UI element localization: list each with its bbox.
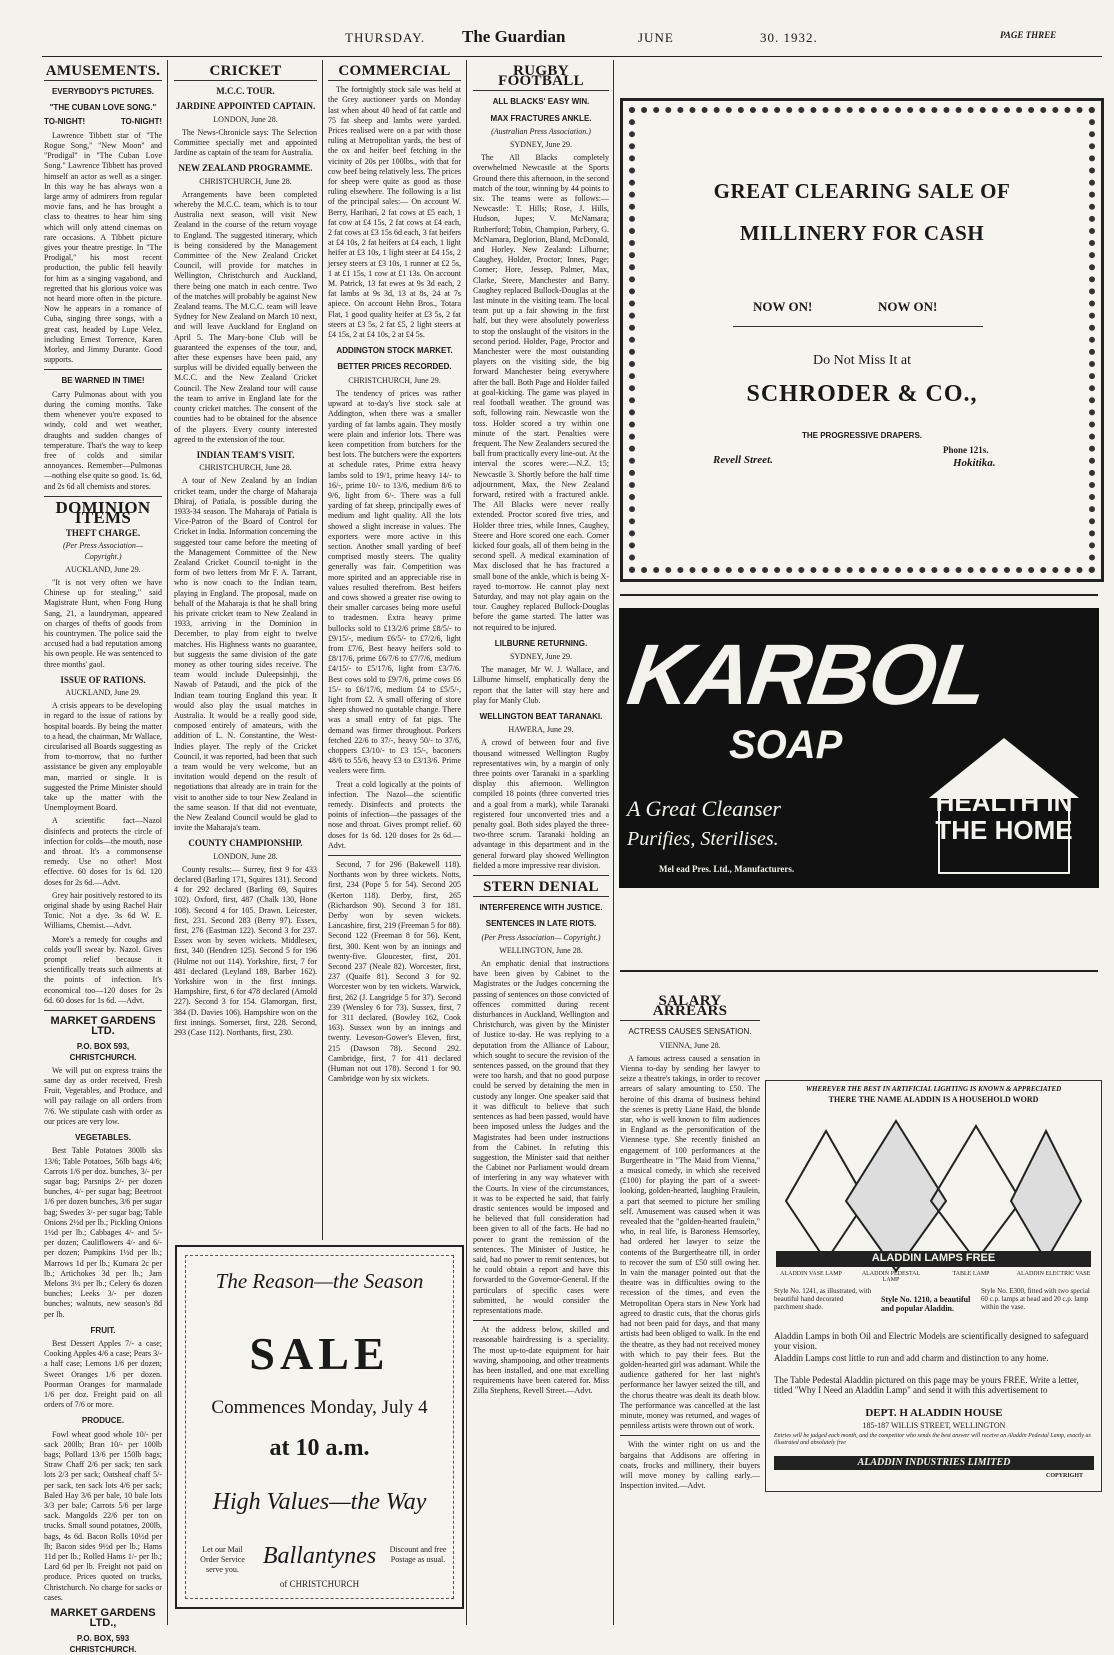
schroder-company: SCHRODER & CO., bbox=[746, 381, 978, 407]
better-prices-heading: BETTER PRICES RECORDED. bbox=[337, 362, 452, 372]
masthead-date: 30. 1932. bbox=[760, 30, 818, 45]
schroder-phone: Phone 121s. bbox=[943, 445, 989, 455]
stock-sale-body: The fortnightly stock sale was held at the Grey auctioneer yards on Monday last when about 40 head of fat cattle and 75 fat sheep and lambs were yarded. Prices realised were on a par with those ruling at Metropolitan yards, the best of the ox and heifer beef fetching in the vicinity of 20s per 100lbs., with that for cow beef being relatively less. The prices for sheep were quite as good as those ruling elsewhere. The following is a list of the principal sales:— On account W. Berry, Hariharí, 2 fat cows at £5 each, 1 fat cow at £4 15s, 2 fat cows at £4 each, 2 fat cows at £3 15s 6d each, 3 fat heifers at £4 10s, 2 fat heifers at £4 each, 1 light heifer at £3 10s, 1 light steer at £4 15s, 2 jersey steers at £3 10s, 1 runner at £2 5s, 1 at £1 15s, 1 cow at £1 13s. On account M. Patrick, 13 fat ewes at 9s 3d each, 2 fat lambs at 9s 3d, 13 at 8s, 24 at 7s apiece. On account Hehn Bros., Totara Flat, 1 good quality heifer at £3 5s, 2 fat steers at £3 5s, 2 fat £5, 2 light steers at £4 15s, 2 at £4 10s, 2 at £4 5s. bbox=[328, 85, 461, 340]
vegetables-heading: VEGETABLES. bbox=[75, 1133, 131, 1143]
now-on-right: NOW ON! bbox=[878, 299, 938, 314]
winter-advt: With the winter right on us and the bargains that Addisons are offering in coats, frocks and millinery, their buyers will move money by calling early.—Inspection invited.—Advt. bbox=[620, 1440, 760, 1491]
aladdin-lamps-illustration bbox=[776, 1111, 1091, 1271]
divider bbox=[620, 1435, 760, 1436]
warned-heading: BE WARNED IN TIME! bbox=[61, 376, 145, 386]
column-rule bbox=[322, 60, 323, 1240]
section-rule bbox=[620, 594, 1098, 596]
karbol-slogan-2: Purifies, Sterilises. bbox=[627, 828, 779, 850]
jardine-heading: JARDINE APPOINTED CAPTAIN. bbox=[175, 101, 316, 112]
divider bbox=[44, 1010, 162, 1011]
column-2 bbox=[174, 60, 317, 1240]
schroder-street: Revell Street. bbox=[713, 454, 773, 466]
divider bbox=[328, 80, 461, 81]
nazol-advt: A scientific fact—Nazol disinfects and protects the circle of infection for colds—the mouth, nose and throat. It's a commonsense remedy. Use no other! Most effective. 60 doses for 1s 6d. 120 doses for 2s 6d.—Advt. bbox=[44, 816, 162, 887]
film-heading: "THE CUBAN LOVE SONG." bbox=[49, 103, 157, 113]
market-gardens-heading: MARKET GARDENS LTD. bbox=[50, 1015, 156, 1038]
commercial-heading: COMMERCIAL bbox=[338, 63, 451, 79]
section-rule bbox=[620, 970, 1098, 972]
lamp-4-label: ALADDIN ELECTRIC VASE bbox=[1016, 1271, 1091, 1277]
nazol-advt-2: Treat a cold logically at the points of infection. The Nazol—the scientific remedy. Disinfects and protects the points of infection—the passages of the nose and throat. Gives prompt relief. 60 doses for 1s 6d. 120 doses for 2s 6d.—Advt. bbox=[328, 779, 461, 850]
wellington-heading: WELLINGTON BEAT TARANAKI. bbox=[479, 711, 603, 721]
aladdin-address: 185-187 WILLIS STREET, WELLINGTON bbox=[862, 1421, 1006, 1430]
dateline: CHRISTCHURCH, June 29. bbox=[348, 375, 441, 385]
divider bbox=[473, 896, 609, 897]
cricket-heading: CRICKET bbox=[209, 63, 282, 79]
mail-order-note: Let our Mail Order Service serve you. bbox=[200, 1545, 245, 1574]
dateline: WELLINGTON, June 28. bbox=[499, 945, 583, 955]
lamp-2-label: ALADDIN PEDESTAL LAMP bbox=[861, 1271, 921, 1283]
amusements-heading: AMUSEMENTS. bbox=[45, 63, 161, 79]
amusements-body: Lawrence Tibbett star of "The Rogue Song," "New Moon" and "Prodigal" in "The Cuban Love Song." Lawrence Tibbett has proved himself an actor as well as a singer. In this way he has always won a large army of admirers from regular movie fans, and he has brought a class to theatres to hear him sing which will only attend cinemas on rare occasions. A Tibbett picture gives your theatre prestige. In "The Prodigal," his most recent production, the public fell heavily for him as a singing vagabond, and regretted that his glorious voice was not heard more often in the picture. Now he appears in a romance of Cuba, singing three songs, with a great cast, headed by Lupe Velez, including Ernest Torrence, Karen Morley, and Jimmy Durante. Good supports. bbox=[44, 130, 162, 365]
county-continued: Second, 7 for 296 (Bakewell 118). Northants won by three wickets. Notts, first, 234 (Pope 5 for 54). Second 205 (Kerton 118). Derby, first, 265 (Richardson 90). Second 3 for 181. Derby won by seven wickets. Lancashire, first, 219 (Freeman 5 for 88). Second 122 (Freeman 8 for 56). Kent, first, 300. Kent won by an innings and twenty-five. Gloucester, first, 201. Second 237 (Neale 82). Worcester, first, 237 (Quaife 81). Second 3 for 92. Worcester won by ten wickets. Warwick, first, 262 (J. Langridge 5 for 37). Second 239 (Wensley 6 for 73). Sussex, first, 7 for 311 declared. (Bowley 162, Cook 163). Sussex won by an innings and twenty. Leveson-Gower's Eleven, first, 215 (Dawson 78). Second 292. Cambridge, first, 7 for 411 declared (Human not out 178). Second 1 for 90. Cambridge won by six wickets. bbox=[328, 860, 461, 1084]
sentences-heading: SENTENCES IN LATE RIOTS. bbox=[485, 919, 597, 929]
jardine-body: The News-Chronicle says: The Selection Committee specially met and appointed Jardine as captain of the team for Australia. bbox=[174, 127, 317, 158]
lamp-1-label: ALADDIN VASE LAMP bbox=[780, 1271, 842, 1277]
tonight-row bbox=[44, 117, 162, 127]
style-1241: Style No. 1241, as illustrated, with beautiful hand decorated parchment shade. bbox=[774, 1287, 872, 1311]
addington-heading: ADDINGTON STOCK MARKET. bbox=[336, 346, 453, 356]
pictures-heading: EVERYBODY'S PICTURES. bbox=[51, 87, 155, 97]
do-not-miss: Do Not Miss It at bbox=[813, 353, 911, 368]
masthead-rule bbox=[42, 56, 1102, 57]
press-credit: (Per Press Association— Copyright.) bbox=[63, 541, 143, 561]
sale-values: High Values—the Way bbox=[212, 1489, 427, 1515]
lilburne-heading: LILBURNE RETURNING. bbox=[494, 638, 588, 648]
wellington-body: A crowd of between four and five thousand witnessed Wellington Rugby representatives win, by a margin of only three points over Taranaki in a sparkling display this afternoon. Wellington compiled 18 points (three converted tries and a goal from a mark), while Taranaki registered four unconverted tries and a penalty goal. Both sides played the three-two-three scrum. Taranaki holding an advantage in this department and in the general forward play showed Wellington fielded a more impressive rear division. bbox=[473, 738, 609, 870]
dateline: LONDON, June 28. bbox=[213, 851, 278, 861]
schroder-town: Hokitika. bbox=[953, 457, 996, 469]
column-1 bbox=[44, 60, 162, 1654]
schroder-advertisement bbox=[620, 98, 1104, 582]
market-box: P.O. BOX 593, CHRISTCHURCH. bbox=[69, 1042, 137, 1062]
sale-reason: The Reason—the Season bbox=[215, 1269, 424, 1293]
county-body: County results:— Surrey, first 9 for 433 declared (Barling 171, Squires 131). Second 4 for 292 declared (Barling 69, Squires 102). Oxford, first, 487 (Chalk 130, Hone 108). Second 4 for 105. Drawn. Leicester, first, 231. Second 283 (Berry 97). Essex, first, 276 (Eastman 122). Second 3 for 237. Essex won by seven wickets. Middlesex, first, 340 (Hendren 125). Second 5 for 196 (Hulme not out 114). Yorkshire, first, 7 for 481 declared (Leyland 189, Barber 162). Yorkshire won in the first innings. Hampshire, first, 6 for 478 declared (Arnold 227). Second 3 for 154. Glamorgan, first, 384 (D. Davies 106). Hampshire won on the first innings. Somerset, first, 228. Second, 293 (Case 112). Northants, first, 230. bbox=[174, 864, 317, 1038]
dateline: CHRISTCHURCH, June 28. bbox=[199, 463, 292, 473]
sale-time: at 10 a.m. bbox=[269, 1435, 370, 1461]
rugby-heading: RUGBY FOOTBALL bbox=[498, 63, 584, 90]
market-gardens-heading-2: MARKET GARDENS LTD., bbox=[50, 1607, 156, 1630]
press-credit: (Per Press Association— Copyright.) bbox=[481, 932, 601, 942]
column-rule bbox=[613, 60, 614, 1625]
produce-body: Fowl wheat good whole 10/- per sack 200lb; Bran 10/- per 100lb bags; Pollard 13/6 per 150lb bags; Straw Chaff 2/6 per sack; ten sack lots 2/3 per sack; Oatsheaf chaff 5/- per sack, ten sack lots 4/6 per sack; Baled Hay 3/6 per bale, 10 bale lots 3/3 per bale; Carrots 5/6 per large sack. Mangolds 22/6 per ton on trucks. Small sound potatoes, 200lb, bags, 4s 6d. Bacon Rolls 10½d per lb; Bacon sides 9½d per lb.; Hams 11d per lb.; Rolled Hams 1/- per lb.; Lard 6d per lb. Freight not paid on produce. Prices quoted on trucks, Christchurch. No charge for sacks or cases. bbox=[44, 1429, 162, 1602]
masthead bbox=[0, 27, 1114, 52]
aladdin-line-3: The Table Pedestal Aladdin pictured on this page may be yours FREE. Write a letter, titled "Why I Need an Aladdin Lamp" and send it with this advertisement to bbox=[774, 1375, 1079, 1395]
press-credit: (Australian Press Association.) bbox=[491, 126, 591, 136]
karbol-soap-advertisement bbox=[619, 608, 1099, 888]
stern-denial-heading: STERN DENIAL bbox=[483, 879, 599, 896]
sale-commences: Commences Monday, July 4 bbox=[211, 1397, 428, 1418]
ballantynes-signature: Ballantynes bbox=[262, 1543, 377, 1569]
schroder-tagline: THE PROGRESSIVE DRAPERS. bbox=[801, 431, 923, 440]
fruit-heading: FRUIT. bbox=[90, 1325, 116, 1335]
market-box-2: P.O. BOX, 593 CHRISTCHURCH. bbox=[69, 1634, 137, 1654]
aladdin-line-1: Aladdin Lamps in both Oil and Electric Models are scientifically designed to safeguard your vision. bbox=[774, 1331, 1089, 1351]
masthead-paper-title: The Guardian bbox=[462, 27, 566, 46]
masthead-page: PAGE THREE bbox=[1000, 30, 1057, 40]
produce-heading: PRODUCE. bbox=[81, 1416, 125, 1426]
aladdin-banner: ALADDIN LAMPS FREE bbox=[871, 1252, 996, 1264]
tonight-left: TO-NIGHT! bbox=[44, 116, 86, 126]
masthead-day: THURSDAY. bbox=[345, 30, 426, 45]
vegetables-body: Best Table Potatoes 300lb sks 13/6; Table Potatoes, 56lb bags 4/6; Carrots 1/6 per doz. bunches, 3/- per sugar bag; Parsnips 2/- per dozen bunches, 4/- per sugar bag; Beetroot 1/6 per dozen bunches, 3/6 per sugar bag; Swedes 3/- per sugar bag; Table Onions 2½d per lb.; Pickling Onions 1½d per lb.; Cabbages 4/- and 5/- per dozen; Cauliflowers 4/- and 6/- per dozen; Pumpkins 1½d per lb.; Marrows 1d per lb.; Kumara 2c per lb.; Artichokes 3d per lb.; Jam Melons 3½ per lb.; Celery 6s dozen bunches; Leeks 3/- per dozen bunches; walnuts, new season's 8d per lb. bbox=[44, 1146, 162, 1319]
style-e300: Style No. E300, fitted with two special 60 c.p. lamps at head and 20 c.p. lamp within the vase. bbox=[981, 1287, 1090, 1311]
divider bbox=[620, 1020, 760, 1021]
column-4 bbox=[473, 60, 609, 1625]
indian-team-body: A tour of New Zealand by an Indian cricket team, under the charge of Maharaja Dhiraj, of Patiala, is possible during the 1933-34 season. The Maharaja of Patiala is Vice-Patron of the Board of Control for Cricket in India. Information concerning the suggested tour came before the meeting of the Management Committee of the New Zealand Cricket Council to-night in the form of two letters from Mr F. A. Tarrant, who is now coach to the Indian team, playing in England. The proposal, made on behalf of the Maharaja is that he shall bring his private cricket team to New Zealand in 1933, arriving in the Dominion in December, to play from eight to twelve matches. His Highness wants no guarantee, but suggests the same division of the gate money as other touring sides receive. The team would include Duleepsinhji, the Nawab of Pataudi, and the pick of the Indian team touring England this year. It would also play the usual matches in Australia. It would be a really good side, composed entirely of amateurs, with the addition of L. N. Constantine, the West-Indies player. The reply of the Cricket Council, it was reported, had been that such a team would be very welcome, but an invitation would depend on the result of negotiations that already are in train for the visit to another side to tour New Zealand in the same season. If that did not eventuate, the New Zealand Council would be glad to invite the Maharaja's team. bbox=[174, 476, 317, 833]
aladdin-dept: DEPT. H ALADDIN HOUSE bbox=[865, 1407, 1003, 1419]
grey-hair-advt: Grey hair positively restored to its original shade by using Rachel Hair Tonic. Not a dye. 3s 6d W. E. Williams, Chemist.—Advt. bbox=[44, 890, 162, 931]
ad-border bbox=[629, 107, 1095, 573]
discount-note: Discount and free Postage as usual. bbox=[389, 1545, 447, 1564]
nz-programme-heading: NEW ZEALAND PROGRAMME. bbox=[178, 163, 313, 174]
divider bbox=[473, 875, 609, 876]
karbol-slogan-1: A Great Cleanser bbox=[627, 796, 781, 821]
column-3 bbox=[328, 60, 461, 1240]
divider bbox=[174, 80, 317, 81]
rations-body: A crisis appears to be developing in regard to the issue of rations by hospital boards. By being the matter to a head, the chairman, Mr Wallace, circularised all Boards suggesting as from to-morrow, that no further assistance be given any employable man, married or single. It is suggested the Prime Minister should take up the matter with the Unemployment Board. bbox=[44, 701, 162, 813]
lilburne-body: The manager, Mr W. J. Wallace, and Lilburne himself, emphatically deny the report that the latter will stay here and play for Manly Club. bbox=[473, 665, 609, 705]
divider bbox=[328, 855, 461, 856]
tonight-right: TO-NIGHT! bbox=[120, 116, 162, 126]
aladdin-arc-text: WHEREVER THE BEST IN ARTIFICIAL LIGHTING IS KNOWN & APPRECIATED bbox=[805, 1085, 1062, 1093]
now-on-left: NOW ON! bbox=[753, 299, 813, 314]
market-intro: We will put on express trains the same day as order received, Fresh Fruit, Vegetables, and Produce, and will pay railage on all orders from 7/6. We stipulate cash with order as our prices are very low. bbox=[44, 1065, 162, 1126]
dateline: LONDON, June 28. bbox=[213, 114, 278, 124]
ankle-heading: MAX FRACTURES ANKLE. bbox=[490, 113, 592, 123]
nz-programme-body: Arrangements have been completed whereby the M.C.C. team, which is to tour Australia next season, will visit New Zealand in the course of the return voyage to England. The suggested itinerary, which is being considered by the Management Committee of the New Zealand Cricket Council, will provide for matches in Wellington, Christchurch and Auckland, there being one match in each centre. Two of the matches will probably be against New Zealand teams. The M.C.C. team will leave Sydney for New Zealand on March 10 next, and will leave Auckland for England on April 5. The Mary-bone Club will be guaranteed the expenses of the tour, and, after these expenses have been paid, any surplus will be divided equally between the M.C.C. and the New Zealand Cricket Council. The New Zealand tour will cause the team to arrive in England late for the county cricket matches. The consent of the counties had to be obtained for the absence of the players. Every county interested agreed to the extension of the tour. bbox=[174, 189, 317, 444]
divider bbox=[44, 369, 162, 370]
divider bbox=[473, 1320, 609, 1321]
dateline: AUCKLAND, June 29. bbox=[65, 687, 141, 697]
warned-body: Carry Pulmonas about with you during the coming months. Take them whenever you're exposed to windy, cold and wet weather, draughts and sudden changes of temperature. That's the way to keep free of colds and similar annoyances. Remember—Pulmonas—nothing else quite so good. 1s. 6d, and 2s 6d all chemists and stores. bbox=[44, 389, 162, 491]
salary-subheading: ACTRESS CAUSES SENSATION. bbox=[628, 1027, 752, 1037]
aladdin-copyright: COPYRIGHT bbox=[1046, 1473, 1084, 1479]
karbol-maker: Mel ead Pres. Ltd., Manufacturers. bbox=[659, 864, 795, 874]
aladdin-arc-text-2: THERE THE NAME ALADDIN IS A HOUSEHOLD WORD bbox=[828, 1095, 1039, 1104]
stern-denial-body: An emphatic denial that instructions have been given by Cabinet to the Magistrates or the Judges concerning the passing of sentences on those convicted of offences committed during recent disturbances in Auckland, Wellington and Christchurch, was given by the Minister of Justice to-day. He was replying to a deputation from the Alliance of Labour, which sought to secure the revision of the sentences passed, on the ground that they were too harsh, and that no good purpose could be served by detaining the men in custody any longer. One speaker said that it was difficult to believe that such sentences as had been passed, would have been imposed unless the Judges and the Magistrates had been under instructions from the Cabinet. In refuting this suggestion, the Minister said that neither the Cabinet nor Parliament would dream of interfering in any way whatever with the Courts. In view of the circumstances, it was to be expected he said, that fairly drastic sentences would be imposed and he believed that full consideration had been given to all of the facts. He had no power to grant the remission of the sentences. The Minister of Justice, he said, had no power to remit sentences, but he could obtain a report and have this forwarded to the Governor-General. If the particulars of specific cases were submitted, he would consider the representations made. bbox=[473, 959, 609, 1315]
divider bbox=[473, 90, 609, 91]
addington-body: The tendency of prices was rather upward at to-day's live stock sale at Addington, when there was a smaller yarding of fat lambs again. They mostly were plain and inferior lots. There was keen competition from butchers for the best lots. The butchers were the exporters at schedule rates, Prime extra heavy lambs sold to 19/1, prime heavy 14/- to 16/-, prime 10/- to 13/6, medium 8/6 to 9/6, light from 6/-. There was a full yarding of fat sheep, principally ewes of medium and light quality. All the lots showed a slight increase in values. The exporters were more active in this section. Another small yarding of beef comprised mostly steers. The quality generally was fair. Competition was more spirited and an appreciable rise in values resulted therefrom. Best heifers and cows showed a greater rise owing to their smaller carcases being more useful to tradesmen. Extra heavy prime bullocks sold to £13/2/6 prime £8/5/- to £9/15/-, medium £6/5/- to £7/2/6, light from £7/6, Best heavy heifers sold to £8/17/6, prime £6/7/6 to £7/7/6, medium £4/15/- to £5/17/6, light from £3/7/6. Best cows sold to £9/7/6, prime cows £6 15/- to £6/17/6, medium £4 to £5/5/-, light from £2. A small offering of store sheep showed no quotable change. There was a small entry of fat pigs. The demand was firmer throughout. Porkers fetched 22/6 to 37/-, heavy 50/- to 37/6, choppers £3/10/- to £3 15/-, baconers 48/6 to 55/6, heavy £3 to £3/13/6. Prime vealers were firm. bbox=[328, 388, 461, 776]
fruit-body: Best Dessert Apples 7/- a case; Cooking Apples 4/6 a case; Pears 3/- a half case; Lemons 1/6 per dozen; Sweet Oranges 1/6 per dozen. Poorman Oranges for marmalade 1/6 per doz. Freight paid on all orders of 7/6 or more. bbox=[44, 1338, 162, 1410]
schroder-headline-1: GREAT CLEARING SALE OF bbox=[713, 179, 1011, 203]
rugby-body: The All Blacks completely overwhelmed Newcastle at the Sports Ground there this afternoon, in the second match of the tour, winning by 44 points to six. The teams were as follows:— Newcastle: T. Hills; Rose, J. Hills, Hudson, Jupes; V. McNamara; Rutherford; Tobin, Champion, Parbery, G. McNamara, Deglorion, Bland, McDonald, and Horley. New Zealand: Lilburne; Caughey, Holder, Proctor; Innes, Page; Corner; Hore, Jessep, Palmer, Max, Clarke, Steere, Manchester and Barry. Caughey replaced Bullock-Douglas at the last minute in the visiting team. The local team put up a fair showing in the first half, but they were absolutely powerless to stop the onslaught of the visitors in the second period. Holder, Page, Proctor and Manchester were the most outstanding players on the visiting side, the big forward Manchester being everywhere after the ball. Both Page and Holder failed at goal-kicking. The game was played in real football weather. The ground was soft, following rain. Newcastle won the toss. Holder scored a try within one minute of the start. Penalties were frequent. The New Zealanders secured the ball from practically every line-out. At the interval the scores were:—N.Z. 15; Newcastle 3. Shortly before the half time adjournment, Max, the New Zealand forward, retired with a fractured ankle. The All Blacks were never really extended. Proctor scored five tries, and Holder three tries, while Innes, Caughey, Steere and Hore scored one each. Corner kicked four goals, all of them being in the second spell. A medical examination of Max disclosed that he has fractured a small bone of the ankle, which is being X-rayed to-morrow. He cannot play next Saturday, and may not play again on the tour. Caughey replaced Bullock-Douglas before the game started. The latter was not required to be injured. bbox=[473, 153, 609, 632]
ballantynes-city: of CHRISTCHURCH bbox=[279, 1579, 360, 1589]
salary-arrears-column bbox=[620, 990, 760, 1495]
schroder-headline-2: MILLINERY FOR CASH bbox=[739, 221, 985, 245]
dateline: AUCKLAND, June 29. bbox=[65, 564, 141, 574]
aladdin-footer: ALADDIN INDUSTRIES LIMITED bbox=[774, 1456, 1094, 1470]
dateline: HAWERA, June 29. bbox=[508, 725, 574, 735]
aladdin-fine-print: Entries will be judged each month, and the competitor who sends the best answer will receive an Aladdin Pedestal Lamp, exactly as illustrated and absolutely free bbox=[774, 1433, 1091, 1446]
sale-word: SALE bbox=[249, 1328, 390, 1379]
ballantynes-sale-advertisement bbox=[175, 1245, 464, 1609]
masthead-month: JUNE bbox=[638, 30, 674, 45]
divider bbox=[44, 80, 162, 81]
rations-heading: ISSUE OF RATIONS. bbox=[60, 674, 146, 685]
dateline: CHRISTCHURCH, June 28. bbox=[199, 176, 292, 186]
aladdin-line-2: Aladdin Lamps cost little to run and add charm and distinction to any home. bbox=[774, 1353, 1049, 1363]
theft-body: "It is not very often we have Chinese up for stealing," said Magistrate Hunt, when Fong Hung Sang, 21, a laundryman, appeared on charges of thefts of goods from his countrymen. The police said the accused had a bad reputation among his own people. He was sentenced to three months' gaol. bbox=[44, 577, 162, 669]
ornament-rule bbox=[733, 326, 983, 327]
dominion-heading: DOMINION ITEMS bbox=[55, 497, 151, 527]
salary-heading: SALARY ARREARS bbox=[652, 993, 728, 1020]
interference-heading: INTERFERENCE WITH JUSTICE. bbox=[479, 903, 603, 913]
karbol-health: HEALTH IN THE HOME bbox=[935, 787, 1073, 845]
indian-team-heading: INDIAN TEAM'S VISIT. bbox=[196, 449, 295, 460]
cough-advt: More's a remedy for coughs and colds you'll swear by. Nazol. Gives prompt relief because it scientifically treats such ailments at the points of infection. It's economical too—120 doses for 2s 6d. 60 doses for 1s 6d. —Advt. bbox=[44, 934, 162, 1005]
column-rule bbox=[466, 60, 467, 1625]
dateline: SYDNEY, June 29. bbox=[509, 140, 573, 150]
aladdin-advertisement bbox=[765, 1080, 1102, 1492]
county-heading: COUNTY CHAMPIONSHIP. bbox=[188, 838, 303, 849]
lamp-3-label: TABLE LAMP bbox=[952, 1271, 990, 1277]
easy-win-heading: ALL BLACKS' EASY WIN. bbox=[492, 97, 590, 107]
theft-heading: THEFT CHARGE. bbox=[65, 528, 141, 539]
dateline: SYDNEY, June 29. bbox=[509, 651, 573, 661]
divider bbox=[44, 496, 162, 497]
dateline: VIENNA, June 28. bbox=[659, 1040, 721, 1050]
karbol-brand: KARBOL bbox=[622, 627, 992, 723]
karbol-product: SOAP bbox=[729, 723, 843, 767]
hairdressing-advt: At the address below, skilled and reasonable hairdressing is a speciality. The most up-to-date equipment for hair waving, shampooing, and other treatments has been installed, and one mat excelling requirements have been catered for. Miss Zilla Stephens, Revell Street.—Advt. bbox=[473, 1325, 609, 1396]
style-1210: Style No. 1210, a beautiful and popular Aladdin. bbox=[881, 1295, 971, 1313]
column-rule bbox=[167, 60, 168, 1625]
mcc-heading: M.C.C. TOUR. bbox=[216, 86, 275, 97]
salary-body: A famous actress caused a sensation in Vienna to-day by sending her lawyer to seize a theatre's takings, in order to recover arrears of salary amounting to £50. The heroine of this drama of business behind the scenes is pretty Liane Haid, the blonde star, who is well known to film audiences in England as the personification of the Viennese type. She recently finished an engagement of 100 performances at the Burgertheatre in "The Maid from Vienna," a musical comedy, in which she received (£100) for playing the part of a sweet-looking, golden-hearted, laughing Fraulein, a part that seemed to picture her smiling self. Amusement was caused when it was revealed that the "golden-hearted fraulein," who, in real life, is Baroness Hemsorley, had ordered her lawyer to seize the contents of the Burgertheatre till, in order to recover the sum of £50 still owing her. In vain the manager pointed out that the theatre was in difficulties owing to the recession of the times, and even the Metropolitan Opera stars in New York had agreed to drastic cuts, that the chorus girls had not been paid for days, and that many artists had been obliged to walk. In the end the theatre, as they had not received money with which to pay their fees. But the golden-hearted girl was adamant. While the audience gathered for her last night's performance her lawyer seized the till, and the chorus theatre was dealt its death blow. The performance was cancelled at the last minute, money was returned, and wages of penniless artists were thrown out of work. bbox=[620, 1053, 760, 1431]
